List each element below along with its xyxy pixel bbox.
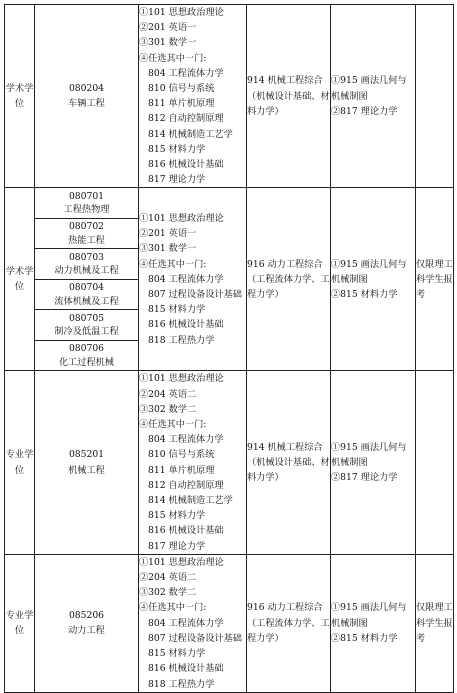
major-subrow <box>35 341 138 371</box>
table-row <box>5 371 454 554</box>
retest-line: ①915 画法几何与机械制图 <box>331 75 407 102</box>
major-name: 车辆工程 <box>68 98 105 110</box>
exam-text: 914 机械工程综合（机械设计基础、材料力学） <box>247 75 330 117</box>
major-code: 080703 <box>68 251 105 263</box>
degree-type-cell <box>5 5 35 188</box>
retest-line: ②817 理论力学 <box>331 472 398 484</box>
major-subrow <box>35 249 138 280</box>
subject-option: 807 过程设备设计基础 <box>148 632 242 644</box>
retest-line: ②817 理论力学 <box>331 105 398 117</box>
subject-line: ③302 数学二 <box>139 587 197 599</box>
table-row <box>5 5 454 188</box>
subject-option: 816 机械设计基础 <box>148 319 224 331</box>
degree-type-text: 学术学位 <box>5 83 34 110</box>
subject-option: 804 工程流体力学 <box>148 273 224 285</box>
major-name: 机械工程 <box>68 464 105 476</box>
major-code: 085201 <box>68 449 105 461</box>
retest-line: ②815 材料力学 <box>331 289 398 301</box>
subject-line: ②204 英语二 <box>139 572 197 584</box>
subject-line: ①101 思想政治理论 <box>139 213 224 225</box>
major-cell <box>35 554 139 692</box>
subject-line: ④任选其中一门: <box>139 419 207 431</box>
degree-type-cell <box>5 371 35 554</box>
table-row <box>5 554 454 692</box>
subject-option: 814 机械制造工艺学 <box>148 495 233 507</box>
subject-option: 815 材料力学 <box>148 304 206 316</box>
subject-option: 804 工程流体力学 <box>148 67 224 79</box>
degree-type-text: 专业学位 <box>5 449 34 476</box>
subject-option: 818 工程热力学 <box>148 678 215 690</box>
subject-line: ②201 英语一 <box>139 22 197 34</box>
retest-cell <box>331 188 416 371</box>
major-name: 流体机械及工程 <box>54 295 119 307</box>
exam-text: 916 动力工程综合（工程流体力学、工程力学） <box>247 602 330 644</box>
major-name: 热能工程 <box>68 234 105 246</box>
subject-option: 807 过程设备设计基础 <box>148 289 242 301</box>
major-code: 080702 <box>68 221 105 233</box>
major-name: 化工过程机械 <box>58 356 115 368</box>
exam-text: 916 动力工程综合（工程流体力学、工程力学） <box>247 258 330 301</box>
note-text: 仅限理工科学生报考 <box>416 602 453 644</box>
degree-type-text: 学术学位 <box>5 266 34 293</box>
subject-option: 815 材料力学 <box>148 510 206 522</box>
exam-text: 914 机械工程综合（机械设计基础、材料力学） <box>247 441 330 484</box>
subjects-cell <box>139 188 247 371</box>
subjects-cell <box>139 371 247 554</box>
subject-option: 811 单片机原理 <box>148 464 215 476</box>
major-name: 制冷及低温工程 <box>54 326 119 338</box>
subject-line: ③301 数学一 <box>139 243 197 255</box>
subjects-cell <box>139 5 247 188</box>
degree-type-text: 专业学位 <box>5 610 34 637</box>
subject-line: ④任选其中一门: <box>139 258 207 270</box>
exam-cell <box>247 188 331 371</box>
subject-line: ④任选其中一门: <box>139 602 207 614</box>
degree-type-cell <box>5 188 35 371</box>
exam-cell <box>247 5 331 188</box>
note-cell <box>416 554 454 692</box>
major-code: 080204 <box>68 83 105 95</box>
major-code: 085206 <box>68 610 105 622</box>
subject-option: 810 信号与系统 <box>148 449 215 461</box>
major-subrow <box>35 188 138 219</box>
major-cell <box>35 371 139 554</box>
subject-option: 812 自动控制原理 <box>148 479 224 491</box>
exam-cell <box>247 371 331 554</box>
subject-line: ③301 数学一 <box>139 37 197 49</box>
subject-option: 816 机械设计基础 <box>148 663 224 675</box>
subject-line: ②201 英语一 <box>139 228 197 240</box>
major-name: 工程热物理 <box>63 204 110 216</box>
note-cell <box>416 5 454 188</box>
subject-line: ①101 思想政治理论 <box>139 556 224 568</box>
exam-cell <box>247 554 331 692</box>
major-code: 080705 <box>68 312 105 324</box>
major-cell <box>35 188 139 371</box>
note-cell <box>416 188 454 371</box>
major-name: 动力机械及工程 <box>54 265 119 277</box>
major-cell <box>35 5 139 188</box>
subject-option: 816 机械设计基础 <box>148 525 224 537</box>
major-subrow <box>35 280 138 311</box>
subject-option: 804 工程流体力学 <box>148 617 224 629</box>
program-table <box>4 4 454 693</box>
subject-option: 816 机械设计基础 <box>148 159 224 171</box>
subject-line: ④任选其中一门: <box>139 52 207 64</box>
subject-line: ③302 数学二 <box>139 403 197 415</box>
major-code: 080706 <box>68 343 105 355</box>
subject-option: 817 理论力学 <box>148 174 206 186</box>
retest-line: ①915 画法几何与机械制图 <box>331 602 407 629</box>
note-text: 仅限理工科学生报考 <box>416 258 453 301</box>
subject-option: 812 自动控制原理 <box>148 113 224 125</box>
subject-line: ①101 思想政治理论 <box>139 373 224 385</box>
subject-line: ①101 思想政治理论 <box>139 7 224 18</box>
major-subrow <box>35 219 138 250</box>
subject-option: 810 信号与系统 <box>148 83 215 95</box>
subject-option: 815 材料力学 <box>148 648 206 660</box>
retest-line: ①915 画法几何与机械制图 <box>331 441 407 469</box>
retest-cell <box>331 371 416 554</box>
retest-line: ①915 画法几何与机械制图 <box>331 258 407 285</box>
subject-option: 804 工程流体力学 <box>148 434 224 446</box>
subject-line: ②204 英语二 <box>139 388 197 400</box>
major-name: 动力工程 <box>68 625 105 637</box>
table-row <box>5 188 454 371</box>
note-cell <box>416 371 454 554</box>
subject-option: 818 工程热力学 <box>148 334 215 346</box>
degree-type-cell <box>5 554 35 692</box>
subject-option: 814 机械制造工艺学 <box>148 128 233 140</box>
retest-line: ②815 材料力学 <box>331 632 398 644</box>
retest-cell <box>331 5 416 188</box>
program-table-body <box>5 5 454 693</box>
subject-option: 815 材料力学 <box>148 143 206 155</box>
subject-option: 817 理论力学 <box>148 540 206 552</box>
subject-option: 811 单片机原理 <box>148 98 215 110</box>
major-code: 080701 <box>68 190 105 202</box>
major-code: 080704 <box>68 282 105 294</box>
major-subrow <box>35 310 138 341</box>
subjects-cell <box>139 554 247 692</box>
retest-cell <box>331 554 416 692</box>
